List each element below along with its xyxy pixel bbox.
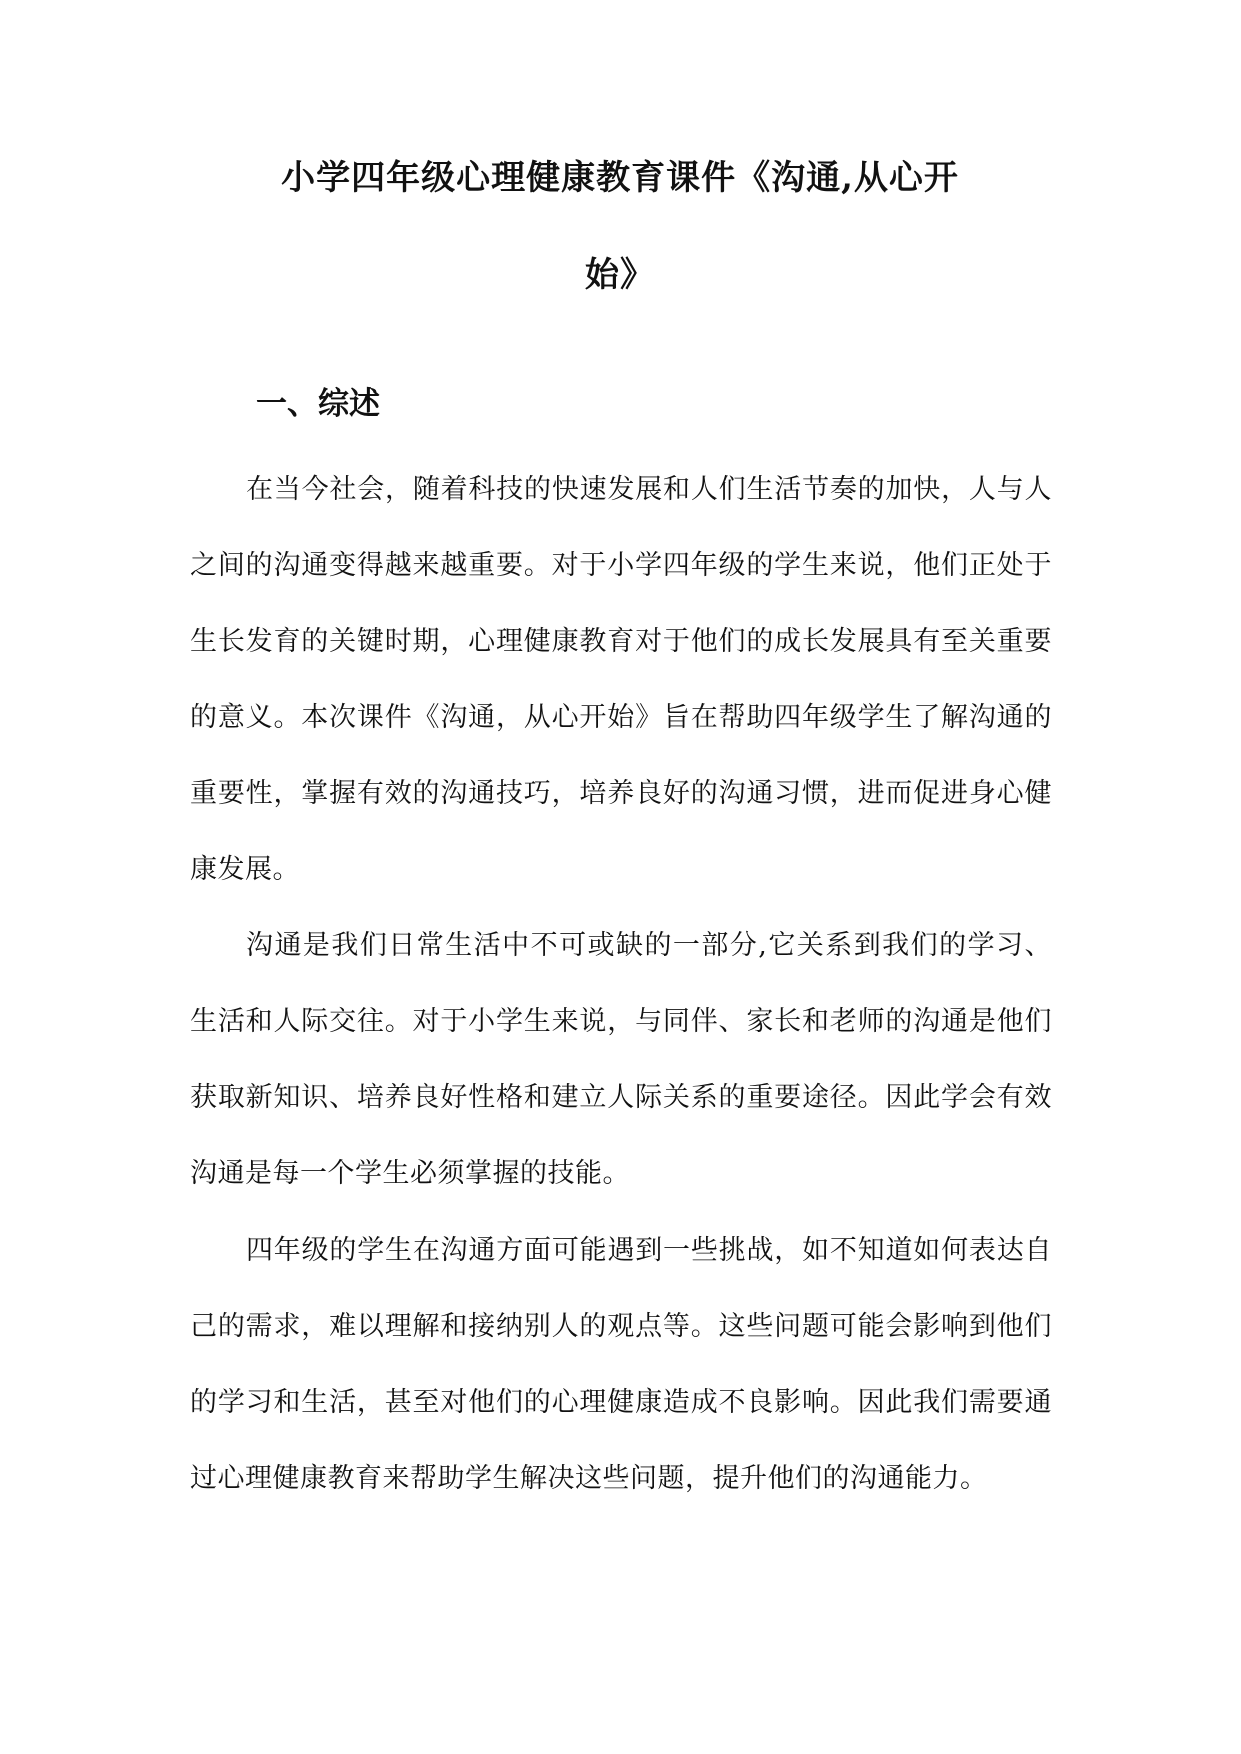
section-heading: 一、综述 (256, 386, 380, 422)
paragraph-1: 在当今社会，随着科技的快速发展和人们生活节奏的加快，人与人之间的沟通变得越来越重要。对于小学四年级的学生来说，他们正处于生长发育的关键时期，心理健康教育对于他们的成长发展具有至关重要的意义。本次课件《沟通，从心开始》旨在帮助四年级学生了解沟通的重要性，掌握有效的沟通技巧，培养良好的沟通习惯，进而促进身心健康发展。 (190, 474, 1052, 885)
paragraph-3: 四年级的学生在沟通方面可能遇到一些挑战，如不知道如何表达自己的需求，难以理解和接纳别人的观点等。这些问题可能会影响到他们的学习和生活，甚至对他们的心理健康造成不良影响。因此我们需要通过心理健康教育来帮助学生解决这些问题，提升他们的沟通能力。 (190, 1235, 1052, 1494)
document-title-line-2: 始》 (585, 255, 655, 295)
document-title-line-1: 小学四年级心理健康教育课件《沟通,从心开 (281, 158, 959, 198)
paragraph-2: 沟通是我们日常生活中不可或缺的一部分,它关系到我们的学习、生活和人际交往。对于小学生来说，与同伴、家长和老师的沟通是他们获取新知识、培养良好性格和建立人际关系的重要途径。因此学会有效沟通是每一个学生必须掌握的技能。 (190, 930, 1052, 1189)
